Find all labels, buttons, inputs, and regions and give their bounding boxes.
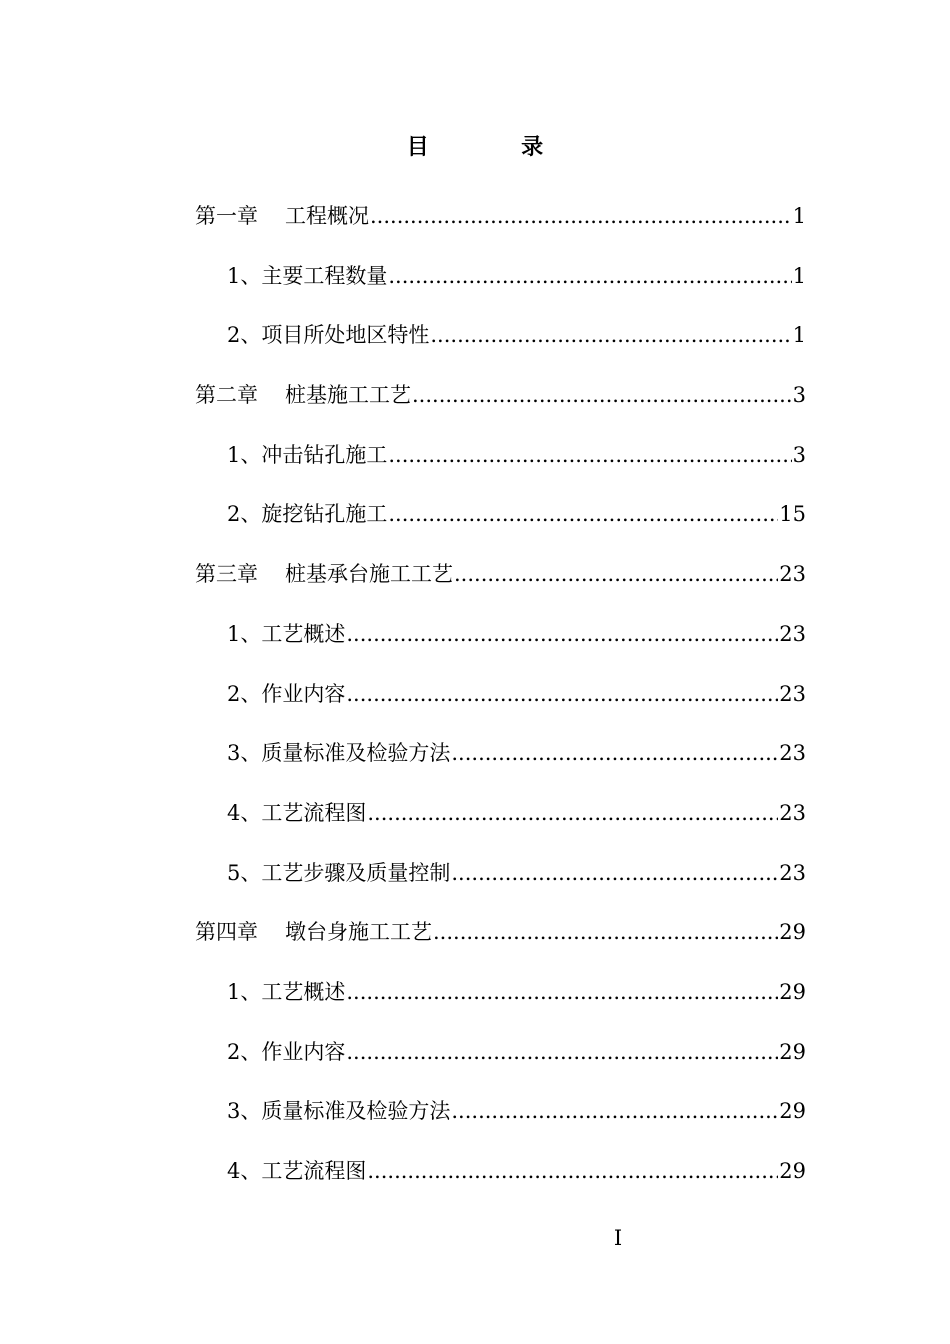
toc-dot-leader <box>451 737 778 769</box>
toc-entry-label: 桩基施工工艺 <box>285 383 411 408</box>
toc-entry-section[interactable] <box>195 498 806 558</box>
toc-entry-label: 工程概况 <box>285 204 369 228</box>
toc-dot-leader <box>388 498 778 530</box>
toc-dot-leader <box>451 857 778 889</box>
toc-dot-leader <box>388 439 791 471</box>
toc-entry-label: 4、工艺流程图 <box>227 1159 367 1183</box>
toc-list <box>195 200 806 1215</box>
toc-page-number: 29 <box>779 1099 806 1124</box>
toc-dot-leader <box>388 260 791 292</box>
toc-entry-section[interactable] <box>195 319 806 379</box>
toc-entry-section[interactable] <box>195 976 806 1036</box>
toc-entry-chapter[interactable] <box>195 558 806 618</box>
toc-page-number: 1 <box>792 204 806 228</box>
toc-dot-leader <box>433 916 778 948</box>
toc-entry-label: 2、项目所处地区特性 <box>227 323 430 348</box>
toc-dot-leader <box>367 1155 778 1187</box>
toc-entry-section[interactable] <box>195 618 806 678</box>
toc-page-number: 23 <box>779 860 806 885</box>
toc-entry-label: 1、工艺概述 <box>227 979 346 1004</box>
toc-page-number: 1 <box>792 323 806 348</box>
toc-entry-chapter[interactable] <box>195 379 806 439</box>
toc-page-number: 23 <box>779 681 806 706</box>
toc-dot-leader <box>370 200 792 232</box>
toc-dot-leader <box>451 1095 778 1127</box>
toc-entry-chapter[interactable] <box>195 200 806 260</box>
toc-page-number: 29 <box>779 979 806 1004</box>
toc-entry-section[interactable] <box>195 797 806 857</box>
toc-dot-leader <box>454 558 778 590</box>
toc-dot-leader <box>346 1036 778 1068</box>
toc-entry-label: 1、冲击钻孔施工 <box>227 442 388 467</box>
toc-entry-label: 2、作业内容 <box>227 1039 346 1064</box>
toc-entry-label: 1、工艺概述 <box>227 621 346 646</box>
toc-entry-section[interactable] <box>195 678 806 738</box>
toc-dot-leader <box>430 319 791 351</box>
toc-entry-label: 桩基承台施工工艺 <box>285 562 453 587</box>
toc-entry-section[interactable] <box>195 1095 806 1155</box>
toc-page-number: 29 <box>779 1159 806 1183</box>
toc-entry-section[interactable] <box>195 737 806 797</box>
page-number: I <box>613 1226 623 1250</box>
toc-entry-label: 2、旋挖钻孔施工 <box>227 502 388 527</box>
toc-page-number: 23 <box>779 741 806 766</box>
toc-entry-section[interactable] <box>195 439 806 499</box>
toc-page-number: 23 <box>779 562 806 587</box>
toc-dot-leader <box>346 678 778 710</box>
toc-chapter-number: 第三章 <box>195 562 258 587</box>
toc-entry-section[interactable] <box>195 1155 806 1215</box>
toc-dot-leader <box>412 379 792 411</box>
toc-entry-label: 5、工艺步骤及质量控制 <box>227 860 451 885</box>
toc-entry-label: 2、作业内容 <box>227 681 346 706</box>
toc-entry-section[interactable] <box>195 1036 806 1096</box>
toc-page-number: 1 <box>792 263 806 288</box>
toc-page-number: 23 <box>779 800 806 825</box>
toc-page-number: 29 <box>779 920 806 945</box>
toc-dot-leader <box>367 797 778 829</box>
toc-entry-label: 3、质量标准及检验方法 <box>227 741 451 766</box>
toc-entry-chapter[interactable] <box>195 916 806 976</box>
toc-entry-label: 墩台身施工工艺 <box>285 920 432 945</box>
toc-chapter-number: 第一章 <box>195 204 258 228</box>
toc-page-number: 3 <box>792 442 806 467</box>
toc-page-number: 29 <box>779 1039 806 1064</box>
toc-dot-leader <box>346 976 778 1008</box>
toc-entry-section[interactable] <box>195 857 806 917</box>
toc-entry-section[interactable] <box>195 260 806 320</box>
toc-title: 目 录 <box>406 134 579 160</box>
toc-dot-leader <box>346 618 778 650</box>
toc-page-number: 3 <box>792 383 806 408</box>
toc-page-number: 15 <box>779 502 806 527</box>
toc-entry-label: 4、工艺流程图 <box>227 800 367 825</box>
toc-chapter-number: 第四章 <box>195 920 258 945</box>
toc-page-number: 23 <box>779 621 806 646</box>
toc-chapter-number: 第二章 <box>195 383 258 408</box>
toc-entry-label: 1、主要工程数量 <box>227 263 388 288</box>
toc-entry-label: 3、质量标准及检验方法 <box>227 1099 451 1124</box>
